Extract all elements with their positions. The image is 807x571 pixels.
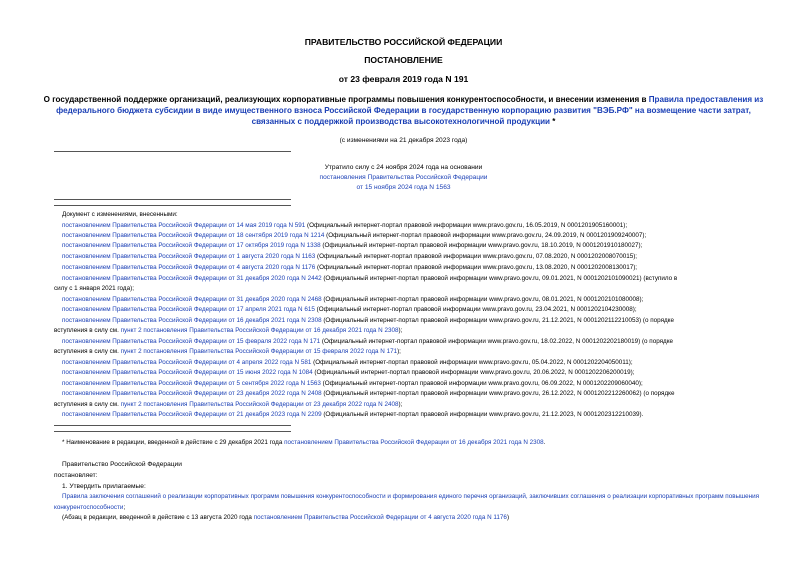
amendment-source: (Официальный интернет-портал правовой информации www.pravo.gov.ru, 18.10.2019, N 0001201910180027);: [320, 242, 643, 249]
amendment-row: [62, 305, 762, 315]
amendment-row: [62, 295, 762, 305]
continuation-text: вступления в силу см.: [54, 401, 121, 408]
lost-force-link-date[interactable]: от 15 ноября 2024 года N 1563: [356, 184, 451, 191]
amendment-row: [62, 231, 762, 241]
amendment-link[interactable]: постановлением Правительства Российской Федерации от 17 октября 2019 года N 1338: [62, 242, 321, 249]
continuation-end: );: [398, 327, 403, 334]
continuation-end: );: [397, 348, 401, 355]
amendment-row-continued: силу с 1 января 2021 года);: [54, 285, 134, 292]
amendment-row: [62, 274, 762, 284]
amendment-row: [62, 379, 762, 389]
amendment-row: [62, 252, 762, 262]
footnote-link[interactable]: постановлением Правительства Российской Федерации от 16 декабря 2021 года N 2308: [284, 439, 544, 446]
amendment-row-continued: [54, 347, 754, 357]
amendment-link[interactable]: постановлением Правительства Российской Федерации от 4 апреля 2022 года N 581: [62, 359, 312, 366]
continuation-text: вступления в силу см.: [54, 348, 121, 355]
amendment-source: (Официальный интернет-портал правовой информации www.pravo.gov.ru, 06.09.2022, N 0001202209060040);: [320, 380, 643, 387]
note-link[interactable]: постановлением Правительства Российской Федерации от 4 августа 2020 года N 1176: [253, 514, 507, 521]
amendment-link[interactable]: постановлением Правительства Российской Федерации от 21 декабря 2023 года N 2209: [62, 411, 322, 418]
divider: [54, 151, 291, 152]
amendment-row: [62, 241, 762, 251]
rules-link[interactable]: Правила заключения соглашений о реализации корпоративных программ повышения конкурентоспособности и формирования единого перечня организаций, заключивших соглашения о реализации корпоративных программ повышения конкурентоспособности: [54, 493, 760, 511]
amendment-source: (Официальный интернет-портал правовой информации www.pravo.gov.ru, 09.01.2021, N 0001202101090021) (вступило в: [321, 275, 678, 282]
amendment-link[interactable]: постановлением Правительства Российской Федерации от 15 июня 2022 года N 1084: [62, 369, 313, 376]
amendment-link[interactable]: постановлением Правительства Российской Федерации от 23 декабря 2022 года N 2408: [62, 390, 322, 397]
amendment-link[interactable]: постановлением Правительства Российской Федерации от 31 декабря 2020 года N 2468: [62, 296, 322, 303]
entry-into-force-link[interactable]: пункт 2 постановления Правительства Российской Федерации от 23 декабря 2022 года N 2408: [120, 401, 399, 408]
amendment-row: [62, 263, 762, 273]
decrees-text: постановляет:: [54, 472, 98, 479]
amendment-row: [62, 410, 762, 420]
paragraph-edition-note: [62, 513, 762, 523]
amendment-link[interactable]: постановлением Правительства Российской Федерации от 14 мая 2019 года N 591: [62, 222, 306, 229]
divider: [54, 199, 291, 200]
amendment-link[interactable]: постановлением Правительства Российской Федерации от 31 декабря 2020 года N 2442: [62, 275, 322, 282]
government-heading: ПРАВИТЕЛЬСТВО РОССИЙСКОЙ ФЕДЕРАЦИИ: [304, 37, 503, 47]
entry-into-force-link[interactable]: пункт 2 постановления Правительства Российской Федерации от 16 декабря 2021 года N 2308: [120, 327, 399, 334]
entry-into-force-link[interactable]: пункт 2 постановления Правительства Российской Федерации от 15 февраля 2022 года N 171: [120, 348, 398, 355]
amendment-row: [62, 221, 762, 231]
note-text: (Абзац в редакции, введенной в действие с 13 августа 2020 года: [62, 514, 254, 521]
continuation-end: );: [398, 401, 403, 408]
divider: [54, 205, 291, 206]
amendment-source: (Официальный интернет-портал правовой информации www.pravo.gov.ru, 16.05.2019, N 0001201905160001);: [305, 222, 628, 229]
amendment-row-continued: [54, 400, 754, 410]
amendment-row: [62, 389, 762, 399]
document-date-number: от 23 февраля 2019 года N 191: [338, 74, 469, 84]
continuation-text: вступления в силу см.: [54, 327, 121, 334]
amendment-link[interactable]: постановлением Правительства Российской Федерации от 5 сентября 2022 года N 1563: [62, 380, 321, 387]
amendment-link[interactable]: постановлением Правительства Российской Федерации от 16 декабря 2021 года N 2308: [62, 317, 322, 324]
footnote-text: * Наименование в редакции, введенной в действие с 29 декабря 2021 года: [62, 439, 285, 446]
lost-force-link[interactable]: постановления Правительства Российской Федерации: [319, 174, 488, 181]
amendment-row-continued: [54, 326, 754, 336]
amendment-source: (Официальный интернет-портал правовой информации www.pravo.gov.ru, 21.12.2023, N 0001202312210039).: [321, 411, 644, 418]
document-type: ПОСТАНОВЛЕНИЕ: [364, 55, 443, 65]
amendment-source: (Официальный интернет-портал правовой информации www.pravo.gov.ru, 24.09.2019, N 0001201909240007);: [324, 232, 647, 239]
document-title: [40, 95, 767, 127]
amendment-source: (Официальный интернет-портал правовой информации www.pravo.gov.ru, 20.06.2022, N 0001202206200019);: [312, 369, 635, 376]
rules-paragraph: [54, 492, 762, 513]
title-footnote-mark: *: [550, 116, 556, 126]
amendment-source: (Официальный интернет-портал правовой информации www.pravo.gov.ru, 23.04.2021, N 0001202104230008);: [314, 306, 637, 313]
amendment-link[interactable]: постановлением Правительства Российской Федерации от 4 августа 2020 года N 1176: [62, 264, 316, 271]
lost-force-line: Утратило силу с 24 ноября 2024 года на основании: [324, 164, 483, 171]
amendment-source: (Официальный интернет-портал правовой информации www.pravo.gov.ru, 18.02.2022, N 0001202202180019) (о порядке: [320, 338, 674, 345]
divider: [54, 425, 291, 426]
rules-end: ;: [123, 503, 126, 511]
amendment-link[interactable]: постановлением Правительства Российской Федерации от 1 августа 2020 года N 1163: [62, 253, 316, 260]
amendment-link[interactable]: постановлением Правительства Российской Федерации от 18 сентября 2019 года N 1214: [62, 232, 325, 239]
amendment-link[interactable]: постановлением Правительства Российской Федерации от 17 апреля 2021 года N 615: [62, 306, 315, 313]
amendment-link[interactable]: постановлением Правительства Российской Федерации от 15 февраля 2022 года N 171: [62, 338, 321, 345]
footnote-end: .: [543, 439, 546, 446]
note-end: ): [506, 514, 510, 521]
edition-note: (с изменениями на 21 декабря 2023 года): [339, 137, 468, 144]
amendment-source: (Официальный интернет-портал правовой информации www.pravo.gov.ru, 26.12.2022, N 0001202212260062) (о порядке: [321, 390, 675, 397]
amendment-row: [62, 358, 762, 368]
amendment-source: (Официальный интернет-портал правовой информации www.pravo.gov.ru, 05.04.2022, N 0001202204050011);: [311, 359, 633, 366]
amendment-source: (Официальный интернет-портал правовой информации www.pravo.gov.ru, 08.01.2021, N 0001202101080008);: [321, 296, 644, 303]
amendment-row: [62, 316, 762, 326]
divider: [54, 431, 291, 432]
footnote: [62, 438, 762, 448]
government-subject: Правительство Российской Федерации: [62, 461, 182, 468]
amendment-row: [62, 337, 762, 347]
amendment-source: (Официальный интернет-портал правовой информации www.pravo.gov.ru, 13.08.2020, N 0001202008130017);: [315, 264, 638, 271]
amendments-heading: Документ с изменениями, внесенными:: [62, 211, 178, 218]
amendment-source: (Официальный интернет-портал правовой информации www.pravo.gov.ru, 07.08.2020, N 0001202008070015);: [315, 253, 638, 260]
amendment-row: [62, 368, 762, 378]
title-text: О государственной поддержке организаций, реализующих корпоративные программы повышения конкурентоспособности, и внесении изменения в: [43, 95, 649, 104]
title-rules-link[interactable]: Правила предоставления из федерального бюджета субсидии в виде имущественного взноса Российской Федерации в государственную корпорацию развития "ВЭБ.РФ" на возмещение части затрат, связанных с поддержкой производства высокотехнологичной продукции: [56, 95, 764, 126]
item-1: 1. Утвердить прилагаемые:: [62, 483, 146, 490]
amendment-source: (Официальный интернет-портал правовой информации www.pravo.gov.ru, 21.12.2021, N 0001202112210053) (о порядке: [321, 317, 674, 324]
